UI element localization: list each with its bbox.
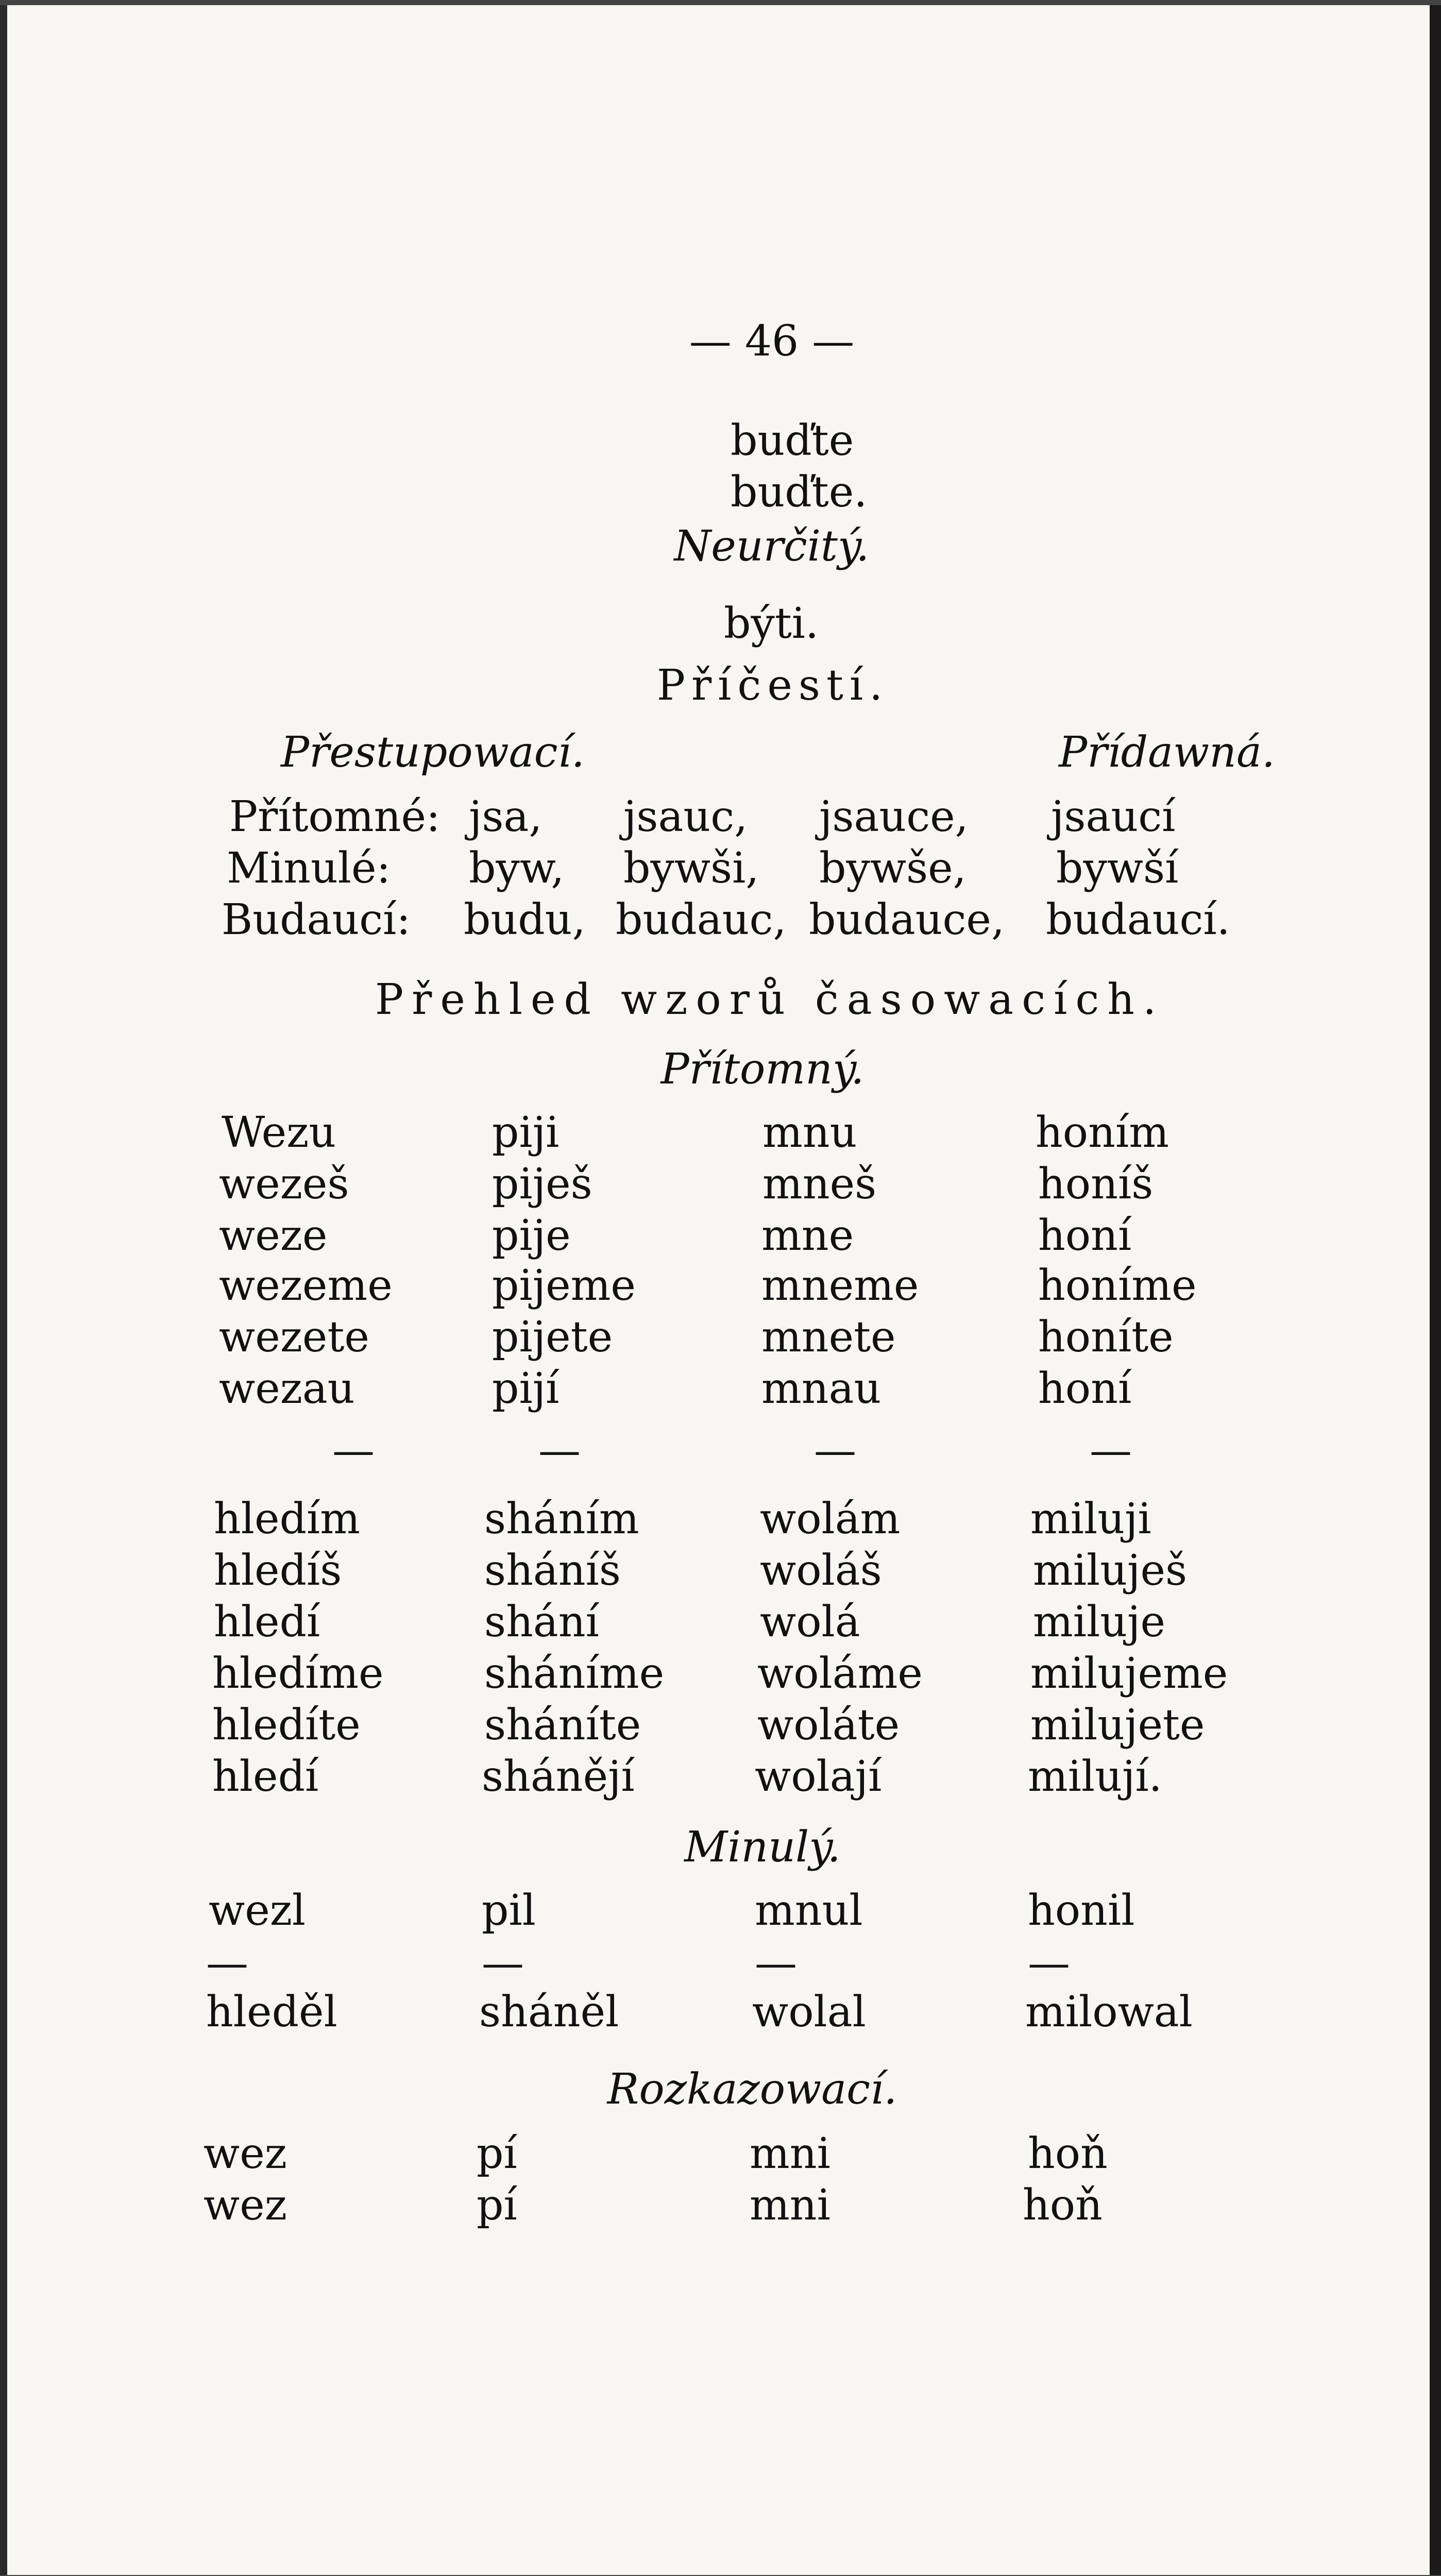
conjugation-cell: weze: [219, 1211, 328, 1260]
participle-form: jsauce,: [819, 792, 969, 841]
participle-tense: Minulé:: [227, 844, 391, 893]
conjugation-cell: woláme: [757, 1649, 923, 1698]
participle-form: budauce,: [809, 895, 1005, 944]
participle-form: bywši,: [623, 844, 759, 893]
conjugation-cell: sháníme: [484, 1649, 665, 1698]
participle-form: byw,: [469, 844, 565, 893]
conjugation-cell: sháním: [484, 1495, 639, 1544]
conjugation-cell: wolá: [760, 1598, 860, 1647]
conjugation-cell: miluješ: [1033, 1546, 1188, 1595]
conjugation-cell: hledíte: [212, 1701, 361, 1750]
conjugation-cell: mnete: [761, 1313, 896, 1362]
conjugation-cell: mne: [761, 1211, 854, 1260]
overview-heading: Přehled wzorů časowacích.: [375, 975, 1165, 1024]
conjugation-cell: wolají: [755, 1752, 882, 1801]
conjugation-cell: mnu: [762, 1108, 857, 1157]
imperative-heading: Rozkazowací.: [607, 2065, 897, 2114]
conjugation-cell: pije: [492, 1211, 571, 1260]
conjugation-cell: mneme: [761, 1261, 919, 1310]
conjugation-cell: piji: [492, 1108, 560, 1157]
participle-adjective: budaucí.: [1046, 895, 1230, 944]
participle-form: bywše,: [819, 844, 967, 893]
conjugation-cell: wez: [204, 2129, 287, 2178]
participle-form: budu,: [464, 895, 586, 944]
dash-separator: —: [332, 1426, 375, 1475]
conjugation-cell: milowal: [1025, 1988, 1193, 2037]
dash-separator: —: [1028, 1939, 1070, 1988]
conjugation-cell: wez: [204, 2181, 287, 2230]
conjugation-cell: honíme: [1038, 1261, 1197, 1310]
infinitive-heading: Neurčitý.: [674, 522, 870, 571]
conjugation-cell: pí: [477, 2129, 517, 2178]
page-edge-left: [0, 0, 7, 2576]
past-heading: Minulý.: [684, 1823, 841, 1872]
conjugation-cell: piješ: [492, 1160, 592, 1209]
dash-separator: —: [538, 1426, 581, 1475]
conjugation-cell: honí: [1038, 1211, 1132, 1260]
conjugation-cell: milují.: [1028, 1752, 1162, 1801]
conjugation-cell: hleděl: [206, 1988, 337, 2037]
conjugation-cell: pijeme: [492, 1261, 636, 1310]
conjugation-cell: wezau: [219, 1364, 355, 1413]
participles-left-label: Přestupowací.: [281, 728, 585, 777]
dash-separator: —: [482, 1939, 524, 1988]
dash-separator: —: [1090, 1426, 1132, 1475]
conjugation-cell: pijete: [492, 1313, 613, 1362]
conjugation-cell: hledí: [212, 1752, 319, 1801]
conjugation-cell: wezeš: [219, 1160, 349, 1209]
conjugation-cell: hledím: [214, 1495, 361, 1544]
participle-adjective: bywší: [1056, 844, 1179, 893]
participle-tense: Přítomné:: [229, 792, 440, 841]
conjugation-cell: miluji: [1030, 1495, 1151, 1544]
conjugation-cell: milujete: [1030, 1701, 1205, 1750]
conjugation-cell: shání: [484, 1598, 599, 1647]
conjugation-cell: hoň: [1028, 2129, 1108, 2178]
conjugation-cell: wezl: [209, 1886, 306, 1935]
present-heading: Přítomný.: [660, 1045, 864, 1094]
participles-heading: Příčestí.: [656, 661, 889, 710]
conjugation-cell: mnul: [755, 1886, 863, 1935]
page-edge-top: [0, 0, 1441, 5]
conjugation-cell: woláte: [757, 1701, 900, 1750]
conjugation-cell: hledíme: [212, 1649, 384, 1698]
conjugation-cell: hledí: [214, 1598, 320, 1647]
page-edge-right: [1430, 0, 1441, 2576]
conjugation-cell: wezeme: [219, 1261, 393, 1310]
conjugation-cell: honíš: [1038, 1160, 1154, 1209]
conjugation-cell: sháníte: [484, 1701, 641, 1750]
conjugation-cell: woláš: [760, 1546, 882, 1595]
conjugation-cell: mni: [750, 2181, 830, 2230]
conjugation-cell: pí: [477, 2181, 517, 2230]
conjugation-cell: mni: [750, 2129, 830, 2178]
conjugation-cell: mnau: [761, 1364, 881, 1413]
conjugation-cell: honil: [1028, 1886, 1135, 1935]
conjugation-cell: miluje: [1033, 1598, 1165, 1647]
conjugation-cell: shánějí: [482, 1752, 635, 1801]
dash-separator: —: [206, 1939, 248, 1988]
conjugation-cell: hledíš: [214, 1546, 342, 1595]
participle-tense: Budaucí:: [222, 895, 411, 944]
imperative-line-1: buďte: [731, 416, 854, 465]
dash-separator: —: [814, 1426, 856, 1475]
participle-form: jsauc,: [623, 792, 748, 841]
conjugation-cell: sháněl: [479, 1988, 619, 2037]
conjugation-cell: mneš: [762, 1160, 877, 1209]
infinitive-value: býti.: [724, 599, 819, 648]
dash-separator: —: [755, 1939, 797, 1988]
conjugation-cell: milujeme: [1030, 1649, 1228, 1698]
participle-form: jsa,: [469, 792, 543, 841]
participle-adjective: jsaucí: [1051, 792, 1176, 841]
conjugation-cell: honíte: [1038, 1313, 1174, 1362]
participle-form: budauc,: [616, 895, 787, 944]
imperative-line-2: buďte.: [731, 468, 868, 517]
conjugation-cell: hoň: [1023, 2181, 1103, 2230]
conjugation-cell: honí: [1038, 1364, 1132, 1413]
conjugation-cell: pijí: [492, 1364, 560, 1413]
conjugation-cell: wolal: [752, 1988, 866, 2037]
page-number: — 46 —: [689, 317, 855, 366]
conjugation-cell: wezete: [219, 1313, 369, 1362]
conjugation-cell: wolám: [760, 1495, 901, 1544]
conjugation-cell: Wezu: [222, 1108, 336, 1157]
conjugation-cell: sháníš: [484, 1546, 621, 1595]
conjugation-cell: honím: [1036, 1108, 1169, 1157]
participles-right-label: Přídawná.: [1059, 728, 1275, 777]
conjugation-cell: pil: [482, 1886, 536, 1935]
